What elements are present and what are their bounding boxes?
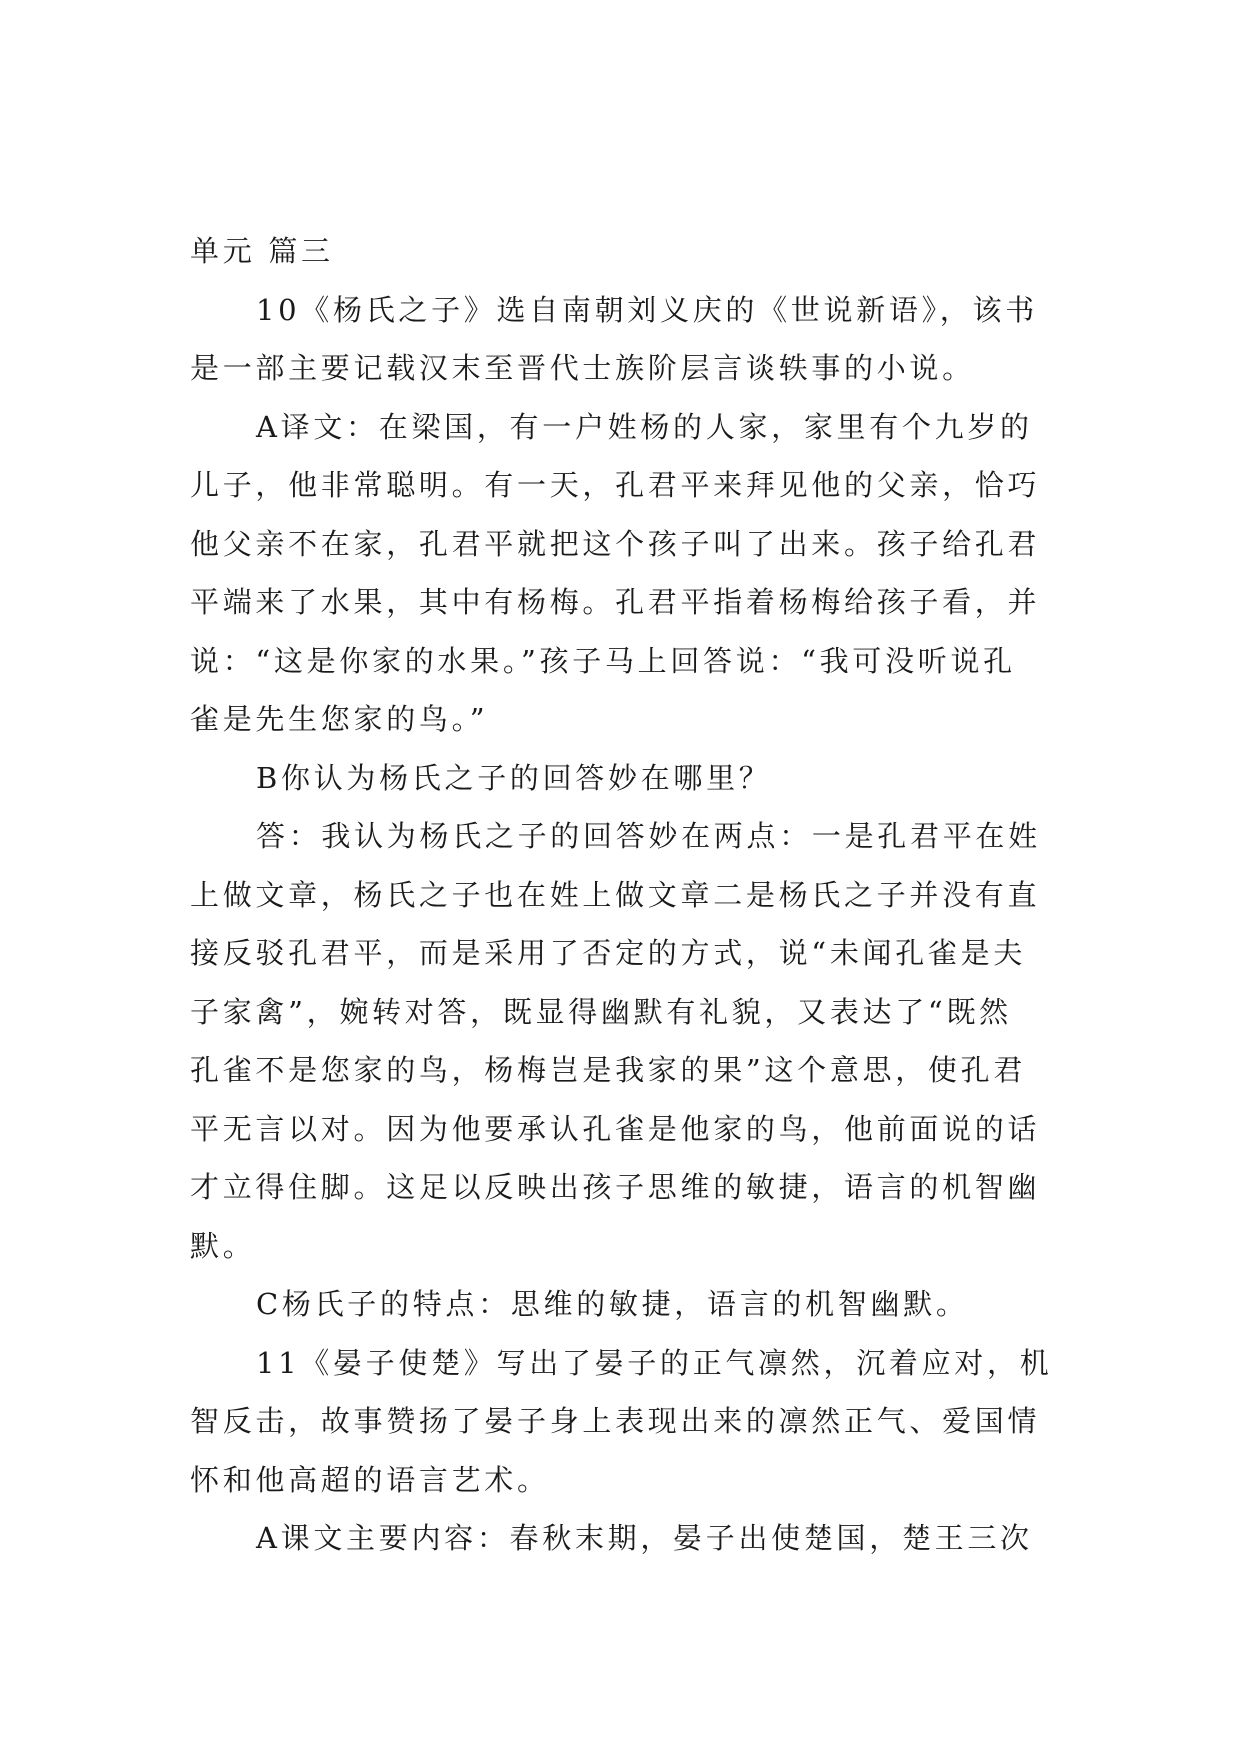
document-body <box>190 222 1052 1568</box>
paragraph-line: 智反击，故事赞扬了晏子身上表现出来的凛然正气、爱国情 <box>190 1404 1041 1438</box>
paragraph-line: 是一部主要记载汉末至晋代士族阶层言谈轶事的小说。 <box>190 351 975 385</box>
paragraph-line: 说：“这是你家的水果。”孩子马上回答说：“我可没听说孔 <box>190 643 1016 678</box>
paragraph-line: 子家禽”，婉转对答，既显得幽默有礼貌，又表达了“既然 <box>190 994 1012 1029</box>
paragraph-line: A课文主要内容：春秋末期，晏子出使楚国，楚王三次 <box>256 1521 1033 1555</box>
paragraph-line: 雀是先生您家的鸟。” <box>190 702 489 736</box>
paragraph-line: 孔雀不是您家的鸟，杨梅岂是我家的果”这个意思，使孔君 <box>190 1053 1027 1087</box>
paragraph-line: A译文：在梁国，有一户姓杨的人家，家里有个九岁的 <box>256 409 1033 444</box>
paragraph-line: 儿子，他非常聪明。有一天，孔君平来拜见他的父亲，恰巧 <box>190 468 1041 502</box>
section-heading: 单元 篇三 <box>190 234 334 268</box>
paragraph-line: B你认为杨氏之子的回答妙在哪里？ <box>256 760 772 795</box>
paragraph-line: 上做文章，杨氏之子也在姓上做文章二是杨氏之子并没有直 <box>190 877 1041 912</box>
paragraph-line: 怀和他高超的语言艺术。 <box>190 1462 550 1497</box>
paragraph-line: 平无言以对。因为他要承认孔雀是他家的鸟，他前面说的话 <box>190 1111 1041 1146</box>
paragraph-line: 默。 <box>190 1228 256 1263</box>
paragraph-line: C杨氏子的特点：思维的敏捷，语言的机智幽默。 <box>256 1287 969 1321</box>
paragraph-line: 10《杨氏之子》选自南朝刘义庆的《世说新语》，该书 <box>256 292 1038 327</box>
paragraph-line: 答：我认为杨氏之子的回答妙在两点：一是孔君平在姓 <box>256 819 1041 853</box>
paragraph-line: 平端来了水果，其中有杨梅。孔君平指着杨梅给孩子看，并 <box>190 585 1041 619</box>
paragraph-line: 他父亲不在家，孔君平就把这个孩子叫了出来。孩子给孔君 <box>190 526 1041 561</box>
paragraph-line: 才立得住脚。这足以反映出孩子思维的敏捷，语言的机智幽 <box>190 1170 1041 1204</box>
paragraph-line: 11《晏子使楚》写出了晏子的正气凛然，沉着应对，机 <box>256 1345 1053 1380</box>
paragraph-line: 接反驳孔君平，而是采用了否定的方式，说“未闻孔雀是夫 <box>190 936 1027 970</box>
